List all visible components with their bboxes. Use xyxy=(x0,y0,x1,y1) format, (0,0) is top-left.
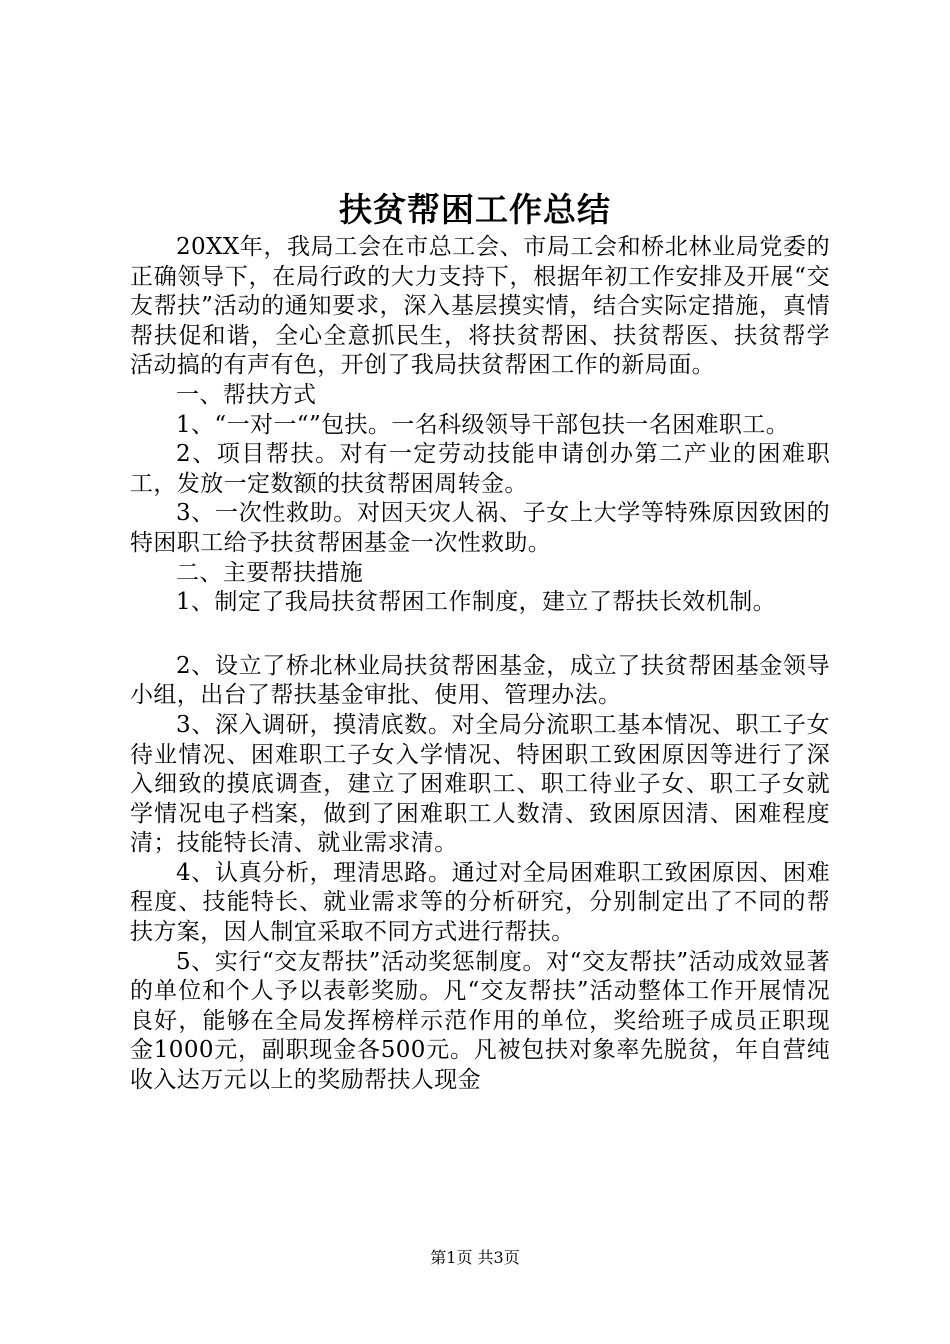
paragraph-2-5: 5、实行“交友帮扶”活动奖惩制度。对“交友帮扶”活动成效显著的单位和个人予以表彰奖励。凡“交友帮扶”活动整体工作开展情况良好，能够在全局发挥榜样示范作用的单位，奖给班子成员正职现金1000元，副职现金各500元。凡被包扶对象率先脱贫，年自营纯收入达万元以上的奖励帮扶人现金 xyxy=(130,948,830,1094)
document-title: 扶贫帮困工作总结 xyxy=(339,190,611,229)
document-body xyxy=(130,233,830,1096)
paragraph-1-3: 3、一次性救助。对因天灾人祸、子女上大学等特殊原因致困的特困职工给予扶贫帮困基金一次性救助。 xyxy=(130,500,830,556)
section-heading-1: 一、帮扶方式 xyxy=(176,381,317,408)
paragraph-2-3: 3、深入调研，摸清底数。对全局分流职工基本情况、职工子女待业情况、困难职工子女入学情况、特困职工致困原因等进行了深入细致的摸底调查，建立了困难职工、职工待业子女、职工子女就学情况电子档案，做到了困难职工人数清、致困原因清、困难程度清；技能特长清、就业需求清。 xyxy=(130,711,830,857)
section-heading-2: 二、主要帮扶措施 xyxy=(176,559,364,586)
page-indicator: 第1页 共3页 xyxy=(430,1248,520,1267)
paragraph-2-2: 2、设立了桥北林业局扶贫帮困基金，成立了扶贫帮困基金领导小组，出台了帮扶基金审批、使用、管理办法。 xyxy=(130,652,830,709)
paragraph-1-1: 1、“一对一“”包扶。一名科级领导干部包扶一名困难职工。 xyxy=(176,411,790,438)
paragraph-2-1: 1、制定了我局扶贫帮困工作制度，建立了帮扶长效机制。 xyxy=(176,589,777,616)
paragraph-intro: 20XX年，我局工会在市总工会、市局工会和桥北林业局党委的正确领导下，在局行政的大力支持下，根据年初工作安排及开展“交友帮扶”活动的通知要求，深入基层摸实情，结合实际定措施，真情帮扶促和谐，全心全意抓民生，将扶贫帮困、扶贫帮医、扶贫帮学活动搞的有声有色，开创了我局扶贫帮困工作的新局面。 xyxy=(130,234,830,379)
paragraph-2-4: 4、认真分析，理清思路。通过对全局困难职工致困原因、困难程度、技能特长、就业需求等的分析研究，分别制定出了不同的帮扶方案，因人制宜采取不同方式进行帮扶。 xyxy=(130,859,830,946)
paragraph-1-2: 2、项目帮扶。对有一定劳动技能申请创办第二产业的困难职工，发放一定数额的扶贫帮困周转金。 xyxy=(130,441,830,497)
